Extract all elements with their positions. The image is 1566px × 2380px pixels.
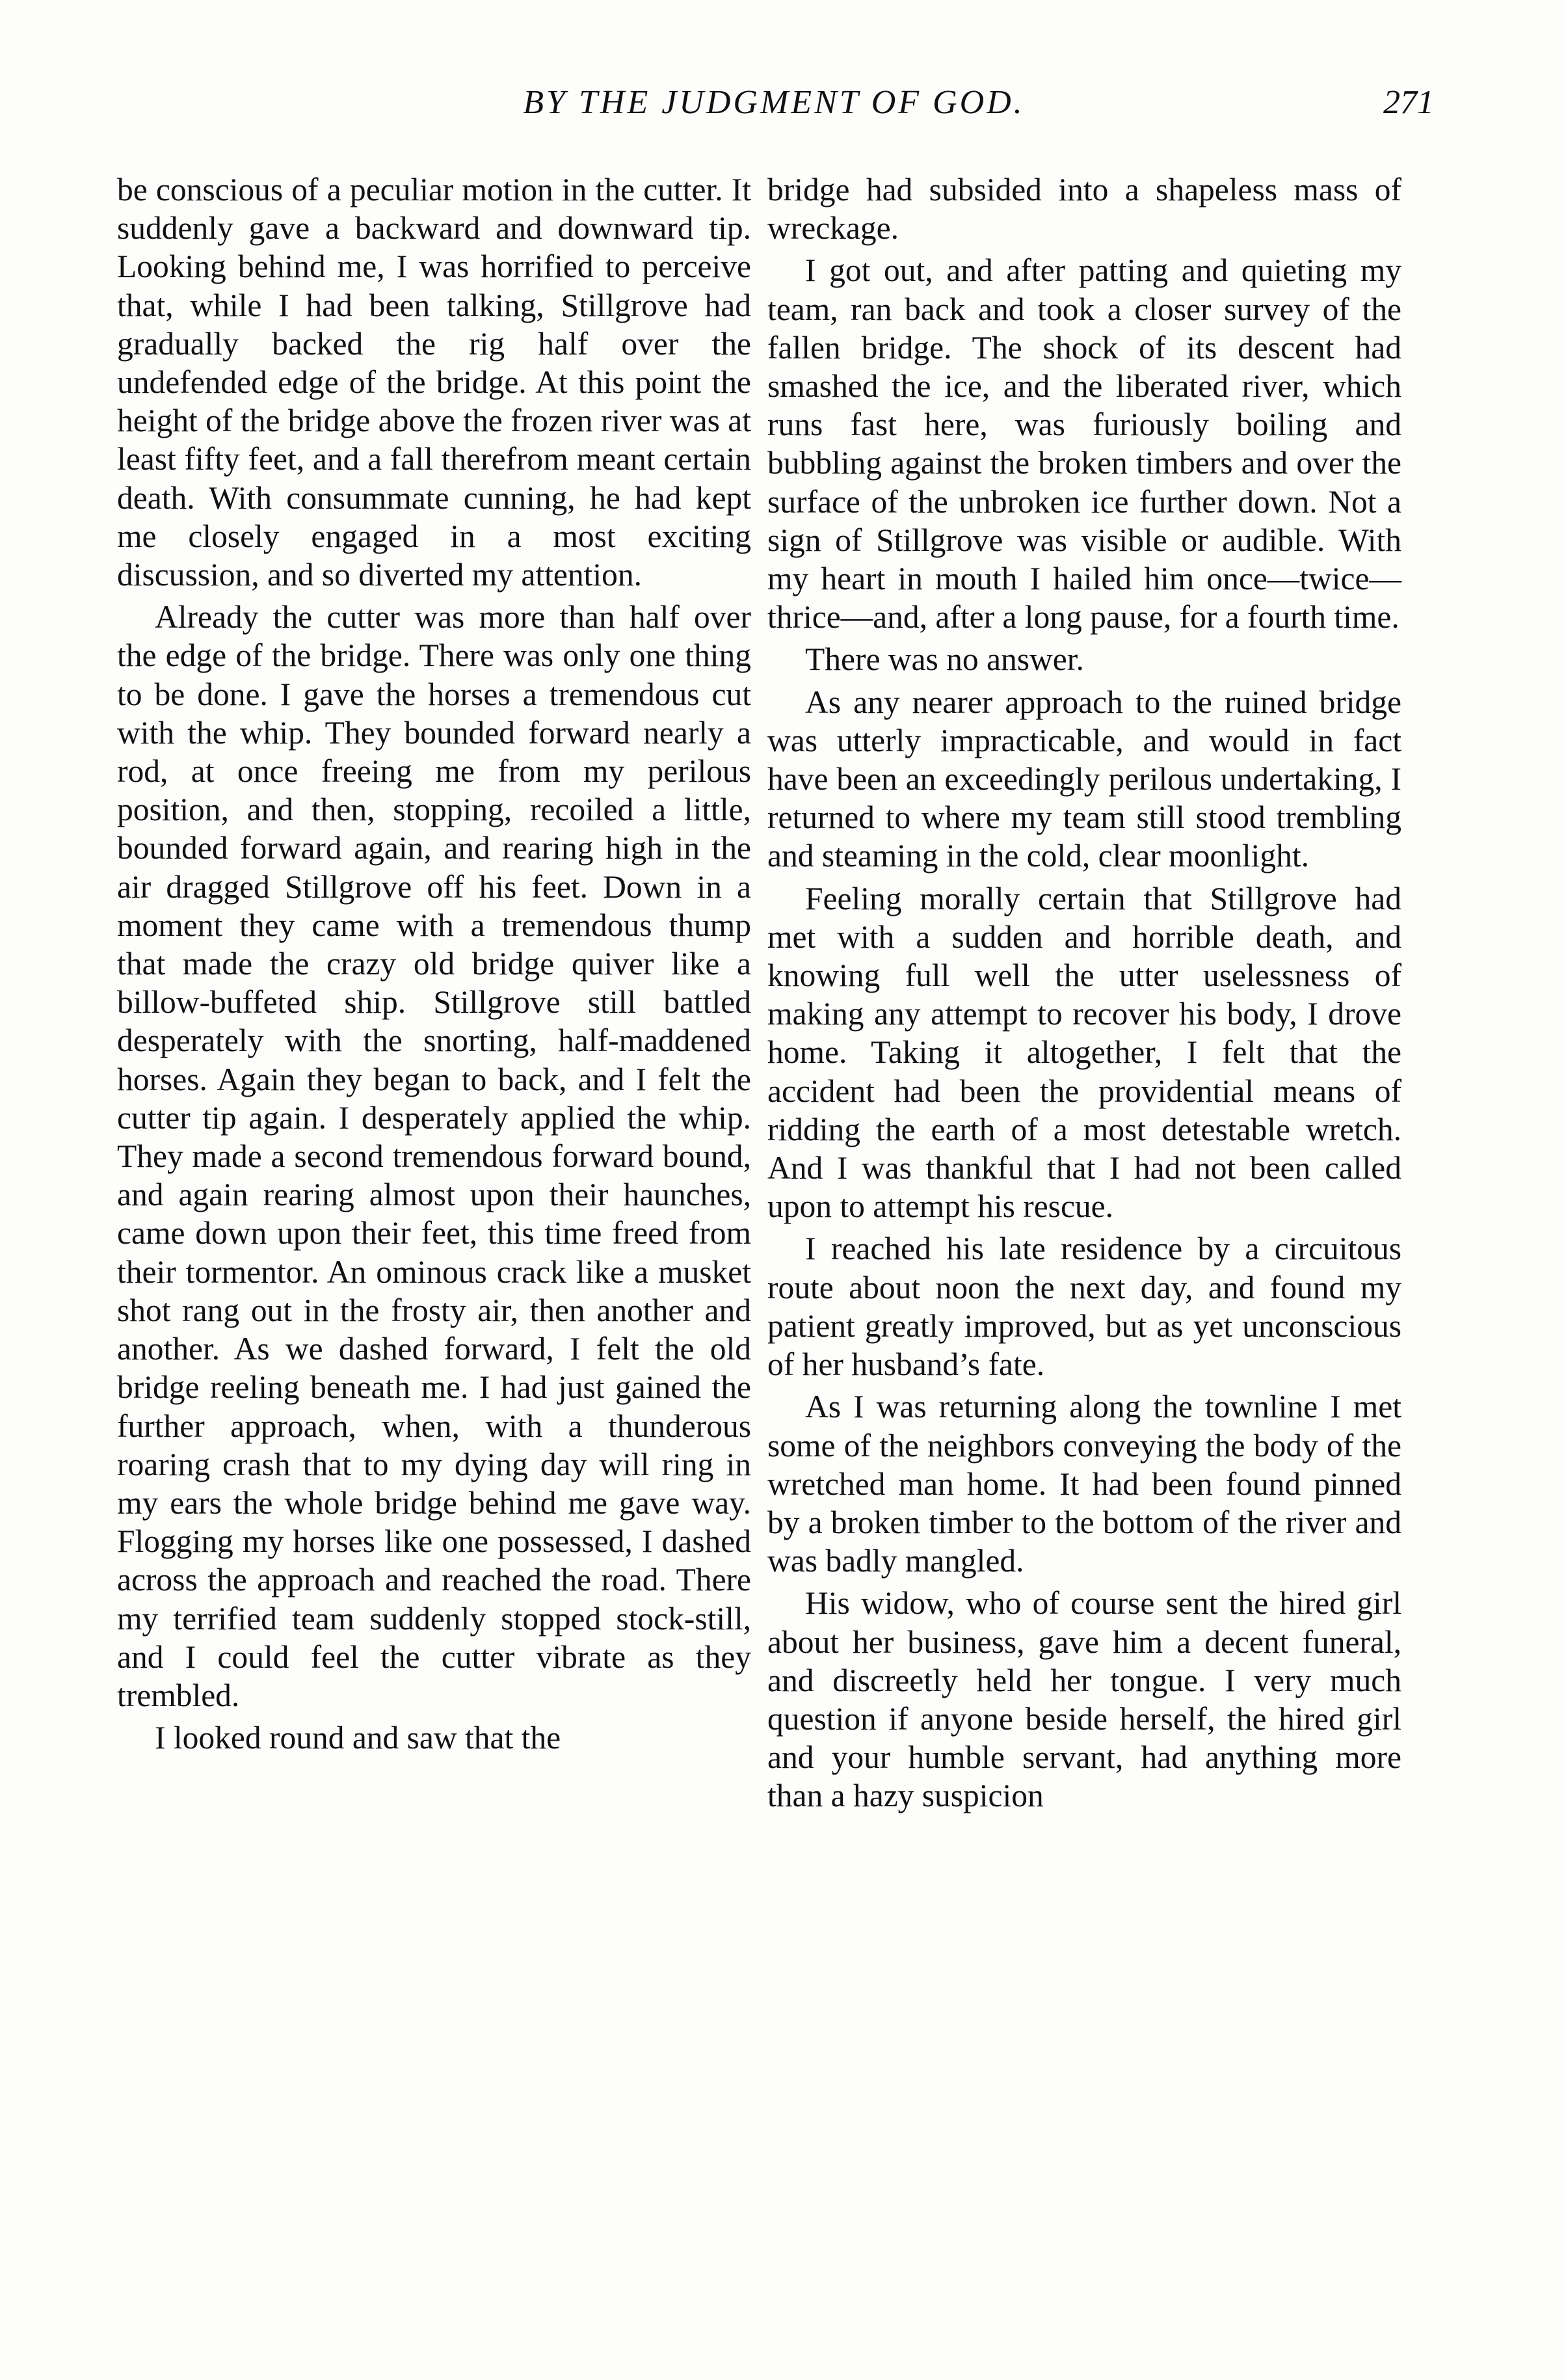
paragraph: There was no answer. [805,641,1084,678]
running-title: BY THE JUDGMENT OF GOD. [523,84,1025,121]
paragraph: As I was returning along the townline I met some of the neighbors conveying the body of the wretched man home. It had been found pinned by a broken timber to the bottom of the river and was badly mangled. [767,1389,1401,1579]
paragraph: I got out, and after patting and quieting my team, ran back and took a closer survey of the fallen bridge. The shock of its descent had smashed the ice, and the liberated river, which runs fast here, was furiously boiling and bubbling against the broken timbers and over the surface of the unbroken ice further down. Not a sign of Stillgrove was visible or audible. With my heart in mouth I hailed him once—twice—thrice—and, after a long pause, for a fourth time. [767,252,1401,635]
paragraph: Already the cutter was more than half over the edge of the bridge. There was only one thing to be done. I gave the horses a tremendous cut with the whip. They bounded forward nearly a rod, at once freeing me from my perilous position, and then, stopping, recoiled a little, bounded forward again, and rearing high in the air dragged Stillgrove off his feet. Down in a moment they came with a tremendous thump that made the crazy old bridge quiver like a billow-buffeted ship. Stillgrove still battled desperately with the snorting, half-maddened horses. Again they began to back, and I felt the cutter tip again. I desperately applied the whip. They made a second tremendous forward bound, and again rearing almost upon their haunches, came down upon their feet, this time freed from their tormentor. An ominous crack like a musket shot rang out in the frosty air, then another and another. As we dashed forward, I felt the old bridge reeling beneath me. I had just gained the further approach, when, with a thunderous roaring crash that to my dying day will ring in my ears the whole bridge behind me gave way. Flogging my horses like one possessed, I dashed across the approach and reached the road. There my terrified team suddenly stopped stock-still, and I could feel the cutter vibrate as they trembled. [117,599,751,1713]
right-column [767,170,1401,1819]
paragraph: I reached his late residence by a circuitous route about noon the next day, and found my patient greatly improved, but as yet unconscious of her husband’s fate. [767,1231,1401,1383]
running-head [114,83,1434,129]
page-number: 271 [1383,84,1434,121]
paragraph: bridge had subsided into a shapeless mass of wreckage. [767,172,1401,247]
paragraph: As any nearer approach to the ruined bridge was utterly impracticable, and would in fact have been an exceedingly perilous undertaking, I returned to where my team still stood trembling and steaming in the cold, clear moonlight. [767,684,1401,874]
paragraph: His widow, who of course sent the hired girl about her business, gave him a decent funeral, and discreetly held her tongue. I very much question if anyone beside herself, the hired girl and your humble servant, had anything more than a hazy suspicion [767,1585,1401,1814]
paragraph: I looked round and saw that the [155,1720,561,1756]
paragraph: Feeling morally certain that Stillgrove had met with a sudden and horrible death, and knowing full well the utter uselessness of making any attempt to recover his body, I drove home. Taking it altogether, I felt that the accident had been the providential means of ridding the earth of a most detestable wretch. And I was thankful that I had not been called upon to attempt his rescue. [767,880,1401,1225]
left-column [117,170,751,1761]
paragraph: be conscious of a peculiar motion in the cutter. It suddenly gave a backward and downward tip. Looking behind me, I was horrified to perceive that, while I had been talking, Stillgrove had gradually backed the rig half over the undefended edge of the bridge. At this point the height of the bridge above the frozen river was at least fifty feet, and a fall therefrom meant certain death. With consummate cunning, he had kept me closely engaged in a most exciting discussion, and so diverted my attention. [117,172,751,593]
